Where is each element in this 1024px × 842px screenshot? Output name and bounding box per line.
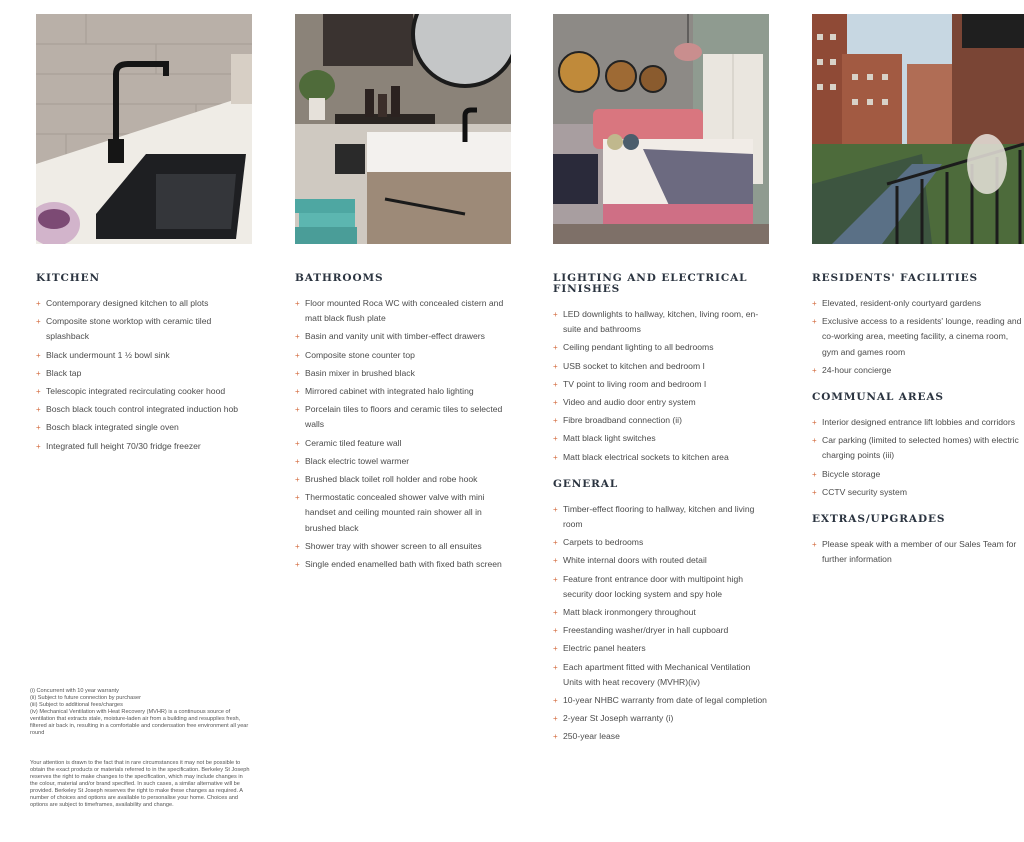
list-item: + Electric panel heaters xyxy=(553,641,768,656)
lighting-heading xyxy=(553,273,768,295)
list-item: + Feature front entrance door with multipoint high security door locking system and spy hole xyxy=(553,572,768,602)
list-item: + TV point to living room and bedroom I xyxy=(553,377,768,392)
list-item: + Floor mounted Roca WC with concealed cistern and matt black flush plate xyxy=(295,296,510,326)
facilities-list xyxy=(812,296,1024,378)
footnote: (iv) Mechanical Ventilation with Heat Recovery (MVHR) is a continuous source of ventilation that extracts stale, moisture-laden air from a building and resupplies fresh, filtered air back in, resulting in a comfortable and condensation free environment all year round xyxy=(30,709,249,736)
communal-heading: COMMUNAL AREAS xyxy=(812,391,944,404)
lighting-heading-line2: FINISHES xyxy=(553,283,621,295)
list-item: + Composite stone worktop with ceramic tiled splashback xyxy=(36,314,251,344)
list-item: + Brushed black toilet roll holder and robe hook xyxy=(295,472,510,487)
list-item: + Black undermount 1 ½ bowl sink xyxy=(36,348,251,363)
list-item: + USB socket to kitchen and bedroom I xyxy=(553,359,768,374)
facilities-heading: RESIDENTS' FACILITIES xyxy=(812,272,978,284)
list-item: + White internal doors with routed detail xyxy=(553,553,768,568)
list-item: + Matt black electrical sockets to kitchen area xyxy=(553,450,768,465)
list-item: + Shower tray with shower screen to all ensuites xyxy=(295,539,510,554)
list-item: + Composite stone counter top xyxy=(295,348,510,363)
communal-list xyxy=(812,415,1024,500)
list-item: + Integrated full height 70/30 fridge freezer xyxy=(36,439,251,454)
footnote: (ii) Subject to future connection by purchaser xyxy=(30,695,142,701)
list-item: + Matt black ironmongery throughout xyxy=(553,605,768,620)
list-item: + Single ended enamelled bath with fixed bath screen xyxy=(295,557,510,572)
list-item: + Thermostatic concealed shower valve with mini handset and ceiling mounted rain shower all in brushed black xyxy=(295,490,510,536)
list-item: + LED downlights to hallway, kitchen, living room, en-suite and bathrooms xyxy=(553,307,768,337)
lighting-list xyxy=(553,307,768,465)
bathrooms-heading: BATHROOMS xyxy=(295,272,384,284)
list-item: + Contemporary designed kitchen to all plots xyxy=(36,296,251,311)
courtyard-photo xyxy=(812,14,1024,244)
footnote: (iii) Subject to additional fees/charges xyxy=(30,702,123,708)
list-item: + Ceramic tiled feature wall xyxy=(295,436,510,451)
list-item: + 24-hour concierge xyxy=(812,363,1024,378)
list-item: + Bosch black integrated single oven xyxy=(36,420,251,435)
kitchen-photo xyxy=(36,14,252,244)
list-item: + Fibre broadband connection (ii) xyxy=(553,413,768,428)
list-item: + Each apartment fitted with Mechanical Ventilation Units with heat recovery (MVHR)(iv) xyxy=(553,660,768,690)
list-item: + Basin and vanity unit with timber-effect drawers xyxy=(295,329,510,344)
list-item: + Bicycle storage xyxy=(812,467,1024,482)
list-item: + Black tap xyxy=(36,366,251,381)
list-item: + Telescopic integrated recirculating cooker hood xyxy=(36,384,251,399)
list-item: + Please speak with a member of our Sales Team for further information xyxy=(812,537,1024,567)
list-item: + Porcelain tiles to floors and ceramic tiles to selected walls xyxy=(295,402,510,432)
list-item: + 2-year St Joseph warranty (i) xyxy=(553,711,768,726)
facilities-section xyxy=(812,273,1024,570)
general-heading: GENERAL xyxy=(553,477,619,490)
list-item: + Timber-effect flooring to hallway, kitchen and living room xyxy=(553,502,768,532)
bathroom-photo xyxy=(295,14,511,244)
bathrooms-section xyxy=(295,273,510,575)
list-item: + Matt black light switches xyxy=(553,431,768,446)
list-item: + Ceiling pendant lighting to all bedrooms xyxy=(553,340,768,355)
lighting-section xyxy=(553,273,768,748)
lighting-heading-line1: LIGHTING AND ELECTRICAL xyxy=(553,272,748,284)
list-item: + Freestanding washer/dryer in hall cupboard xyxy=(553,623,768,638)
list-item: + Car parking (limited to selected homes) with electric charging points (iii) xyxy=(812,433,1024,463)
bathrooms-list xyxy=(295,296,510,572)
footnotes xyxy=(30,688,250,737)
extras-heading: EXTRAS/UPGRADES xyxy=(812,513,946,526)
list-item: + Mirrored cabinet with integrated halo lighting xyxy=(295,384,510,399)
kitchen-heading: KITCHEN xyxy=(36,272,101,284)
list-item: + CCTV security system xyxy=(812,485,1024,500)
list-item: + Bosch black touch control integrated induction hob xyxy=(36,402,251,417)
extras-list xyxy=(812,537,1024,567)
list-item: + Carpets to bedrooms xyxy=(553,535,768,550)
list-item: + Video and audio door entry system xyxy=(553,395,768,410)
list-item: + Elevated, resident-only courtyard gardens xyxy=(812,296,1024,311)
list-item: + Basin mixer in brushed black xyxy=(295,366,510,381)
list-item: + Black electric towel warmer xyxy=(295,454,510,469)
disclaimer: Your attention is drawn to the fact that in rare circumstances it may not be possible to obtain the exact products or materials referred to in the specification. Berkeley St Joseph reserves the right to make changes to the specification, which may include changes in the colour, material and/or brand specified. In such cases, a similar alternative will be provided. Berkeley St Joseph reserves the right to make these changes as required. A number of choices and options are available to personalise your home. Choices and options are subject to timeframes, availability and change. xyxy=(30,760,250,808)
list-item: + Exclusive access to a residents' lounge, reading and co-working area, meeting facility, a cinema room, gym and games room xyxy=(812,314,1024,360)
list-item: + Interior designed entrance lift lobbies and corridors xyxy=(812,415,1024,430)
bedroom-photo xyxy=(553,14,769,244)
list-item: + 10-year NHBC warranty from date of legal completion xyxy=(553,693,768,708)
footnote: (i) Concurrent with 10 year warranty xyxy=(30,688,119,694)
list-item: + 250-year lease xyxy=(553,729,768,744)
general-list xyxy=(553,502,768,745)
kitchen-list xyxy=(36,296,251,454)
kitchen-section xyxy=(36,273,251,457)
